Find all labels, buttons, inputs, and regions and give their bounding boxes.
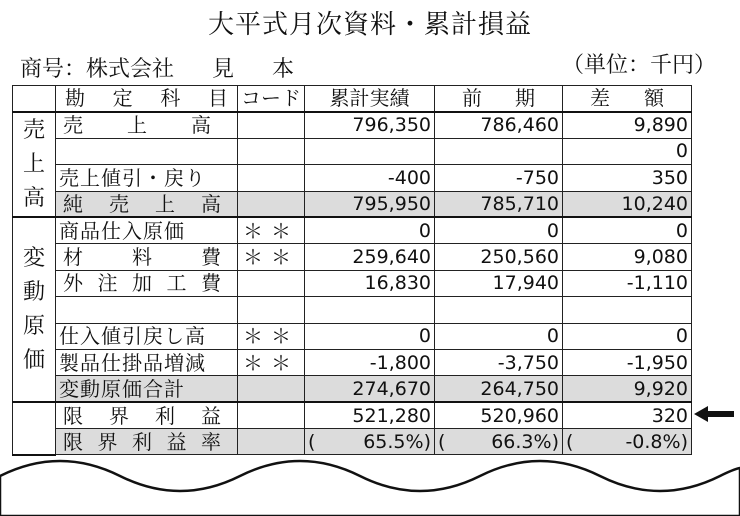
table-row	[13, 165, 692, 191]
row-code: ＊＊	[238, 323, 305, 349]
section-char: 原	[22, 313, 45, 339]
row-diff: 10,240	[563, 191, 692, 217]
row-item-label-char: 利	[132, 429, 153, 454]
row-item-label	[59, 324, 234, 348]
header-diff-label-char: 額	[644, 86, 664, 111]
table-row	[13, 244, 692, 270]
row-item	[56, 138, 238, 164]
header-diff-label	[566, 86, 688, 110]
row-diff: 0	[563, 323, 692, 349]
section-char: 売	[22, 117, 45, 143]
row-item-label	[59, 113, 234, 137]
company-label: 商号：株式会社	[20, 57, 175, 82]
row-cumulative	[305, 297, 435, 323]
row-diff: 320	[563, 402, 692, 428]
header-item-label-char: 目	[207, 86, 228, 111]
row-code	[238, 376, 305, 402]
section-char: 動	[22, 279, 45, 305]
paren-close: )	[423, 430, 431, 453]
row-prior: 0	[435, 323, 563, 349]
row-cumulative: 795,950	[305, 191, 435, 217]
section-char: 価	[22, 347, 45, 373]
header-row	[13, 86, 692, 112]
table-row	[13, 402, 692, 428]
row-cumulative: 521,280	[305, 402, 435, 428]
row-cumulative: 0	[305, 323, 435, 349]
row-prior: 264,750	[435, 376, 563, 402]
row-code	[238, 112, 305, 138]
row-diff: -1,110	[563, 270, 692, 296]
row-item-label	[59, 192, 234, 216]
row-item	[56, 323, 238, 349]
section-label-variable	[13, 217, 56, 402]
row-diff: 350	[563, 165, 692, 191]
row-code	[238, 138, 305, 164]
table-row	[13, 323, 692, 349]
header-prior-label-char: 前	[462, 86, 482, 111]
company-name-1: 見	[212, 57, 235, 82]
header-prior-label	[438, 86, 559, 110]
pct-value: 66.3%	[491, 430, 552, 453]
header-diff	[563, 86, 692, 112]
row-item-label	[59, 271, 234, 295]
table-row	[13, 376, 692, 402]
document-title: 大平式月次資料・累計損益	[207, 10, 532, 40]
row-item-label-char: 費	[201, 245, 222, 270]
left-arrow-icon	[694, 404, 734, 424]
row-cumulative: -1,800	[305, 349, 435, 375]
row-item	[56, 112, 238, 138]
row-prior: 0	[435, 217, 563, 243]
paren-close: )	[680, 430, 688, 453]
row-cumulative: 16,830	[305, 270, 435, 296]
paren-open: (	[438, 430, 446, 453]
table-row	[13, 270, 692, 296]
row-item-label	[59, 166, 234, 190]
header-blank	[13, 86, 56, 112]
row-item-label-char: 純	[63, 192, 84, 216]
row-code	[238, 165, 305, 191]
pct-value: 65.5%	[363, 430, 424, 453]
row-cumulative: 0	[305, 217, 435, 243]
row-diff: 0	[563, 217, 692, 243]
row-item	[56, 270, 238, 296]
row-cumulative: 274,670	[305, 376, 435, 402]
row-item-label-char: 界	[109, 403, 130, 428]
row-item-label-char: 加	[132, 271, 153, 296]
wavy-tear-edge	[0, 448, 740, 516]
row-code	[238, 402, 305, 428]
row-item	[56, 244, 238, 270]
row-diff: 9,920	[563, 376, 692, 402]
row-prior: -750	[435, 165, 563, 191]
table-row	[13, 297, 692, 323]
row-item-label-char: 工	[166, 271, 188, 296]
header-code: コード	[238, 86, 305, 112]
header-item-label-char: 科	[160, 86, 181, 111]
paren-close: )	[551, 430, 559, 453]
header-diff-label-char: 差	[590, 86, 610, 111]
row-code: ＊＊	[238, 244, 305, 270]
header-item-label-char: 定	[112, 86, 133, 111]
profit-loss-table	[12, 85, 692, 456]
row-cumulative: -400	[305, 165, 435, 191]
row-item-label	[59, 377, 234, 401]
row-cumulative: 259,640	[305, 244, 435, 270]
row-code: ＊＊	[238, 217, 305, 243]
header-cumulative: 累計実績	[305, 86, 435, 112]
row-diff: -1,950	[563, 349, 692, 375]
header-prior-label-char: 期	[515, 86, 535, 111]
row-item-label-char: 限	[63, 429, 84, 454]
row-item-label-char: 売上値引・戻り	[59, 165, 206, 190]
row-item	[56, 402, 238, 428]
pct-value: -0.8%	[625, 430, 681, 453]
table-row	[13, 138, 692, 164]
row-item-label	[59, 404, 234, 428]
table-row	[13, 191, 692, 217]
row-item-label-char: 上	[155, 192, 176, 216]
row-item-label	[59, 351, 234, 375]
row-item-label-char: 益	[201, 403, 222, 428]
row-item-label-char: 材	[63, 245, 84, 270]
row-item-label-char: 売	[109, 192, 130, 216]
row-prior	[435, 138, 563, 164]
row-item	[56, 217, 238, 243]
row-item-label-char: 外	[63, 271, 84, 296]
section-label-sales	[13, 112, 56, 218]
row-item-label-char: 製品仕掛品増減	[59, 350, 206, 375]
section-char: 変	[22, 245, 45, 271]
row-item-label-char: 変動原価合計	[59, 376, 185, 401]
row-prior: 250,560	[435, 244, 563, 270]
row-diff: 0	[563, 138, 692, 164]
row-item	[56, 297, 238, 323]
row-diff	[563, 297, 692, 323]
table-row	[13, 217, 692, 243]
row-item	[56, 191, 238, 217]
row-item-label-char: 料	[132, 245, 153, 270]
row-cumulative	[305, 138, 435, 164]
row-code	[238, 270, 305, 296]
row-item-label-char: 限	[63, 403, 84, 428]
row-prior: 785,710	[435, 191, 563, 217]
row-item-label-char: 費	[201, 271, 222, 296]
row-item-label-char: 益	[166, 429, 188, 454]
row-prior: 786,460	[435, 112, 563, 138]
row-prior: 520,960	[435, 402, 563, 428]
table-row	[13, 112, 692, 138]
row-item-label-char: 界	[97, 429, 119, 454]
header-prior	[435, 86, 563, 112]
row-item	[56, 349, 238, 375]
header-item	[56, 86, 238, 112]
row-prior	[435, 297, 563, 323]
table-row	[13, 349, 692, 375]
row-item	[56, 165, 238, 191]
paren-open: (	[308, 430, 316, 453]
row-code	[238, 191, 305, 217]
row-item-label-char: 上	[127, 113, 148, 138]
row-code	[238, 297, 305, 323]
company-line	[20, 52, 294, 83]
company-name-2: 本	[272, 57, 295, 82]
row-item-label-char: 高	[191, 113, 212, 138]
header-item-label	[59, 86, 234, 110]
section-char: 上	[22, 151, 45, 177]
row-item-label-char: 利	[155, 403, 176, 428]
row-item-label	[59, 219, 234, 243]
row-item-label-char: 商品仕入原価	[59, 218, 185, 243]
row-prior: 17,940	[435, 270, 563, 296]
row-item-label-char: 仕入値引戻し高	[59, 324, 206, 349]
row-item-label-char: 率	[201, 429, 222, 454]
row-item-label-char: 注	[97, 271, 119, 296]
row-item-label-char: 高	[201, 192, 222, 216]
section-char: 高	[22, 185, 45, 211]
row-cumulative: 796,350	[305, 112, 435, 138]
row-code: ＊＊	[238, 349, 305, 375]
row-item-label-char: 売	[63, 113, 84, 138]
row-diff: 9,890	[563, 112, 692, 138]
paren-open: (	[566, 430, 574, 453]
row-diff: 9,080	[563, 244, 692, 270]
row-item	[56, 376, 238, 402]
row-prior: -3,750	[435, 349, 563, 375]
unit-label: （単位：千円）	[561, 53, 716, 78]
header-item-label-char: 勘	[65, 86, 85, 111]
row-item-label	[59, 245, 234, 269]
